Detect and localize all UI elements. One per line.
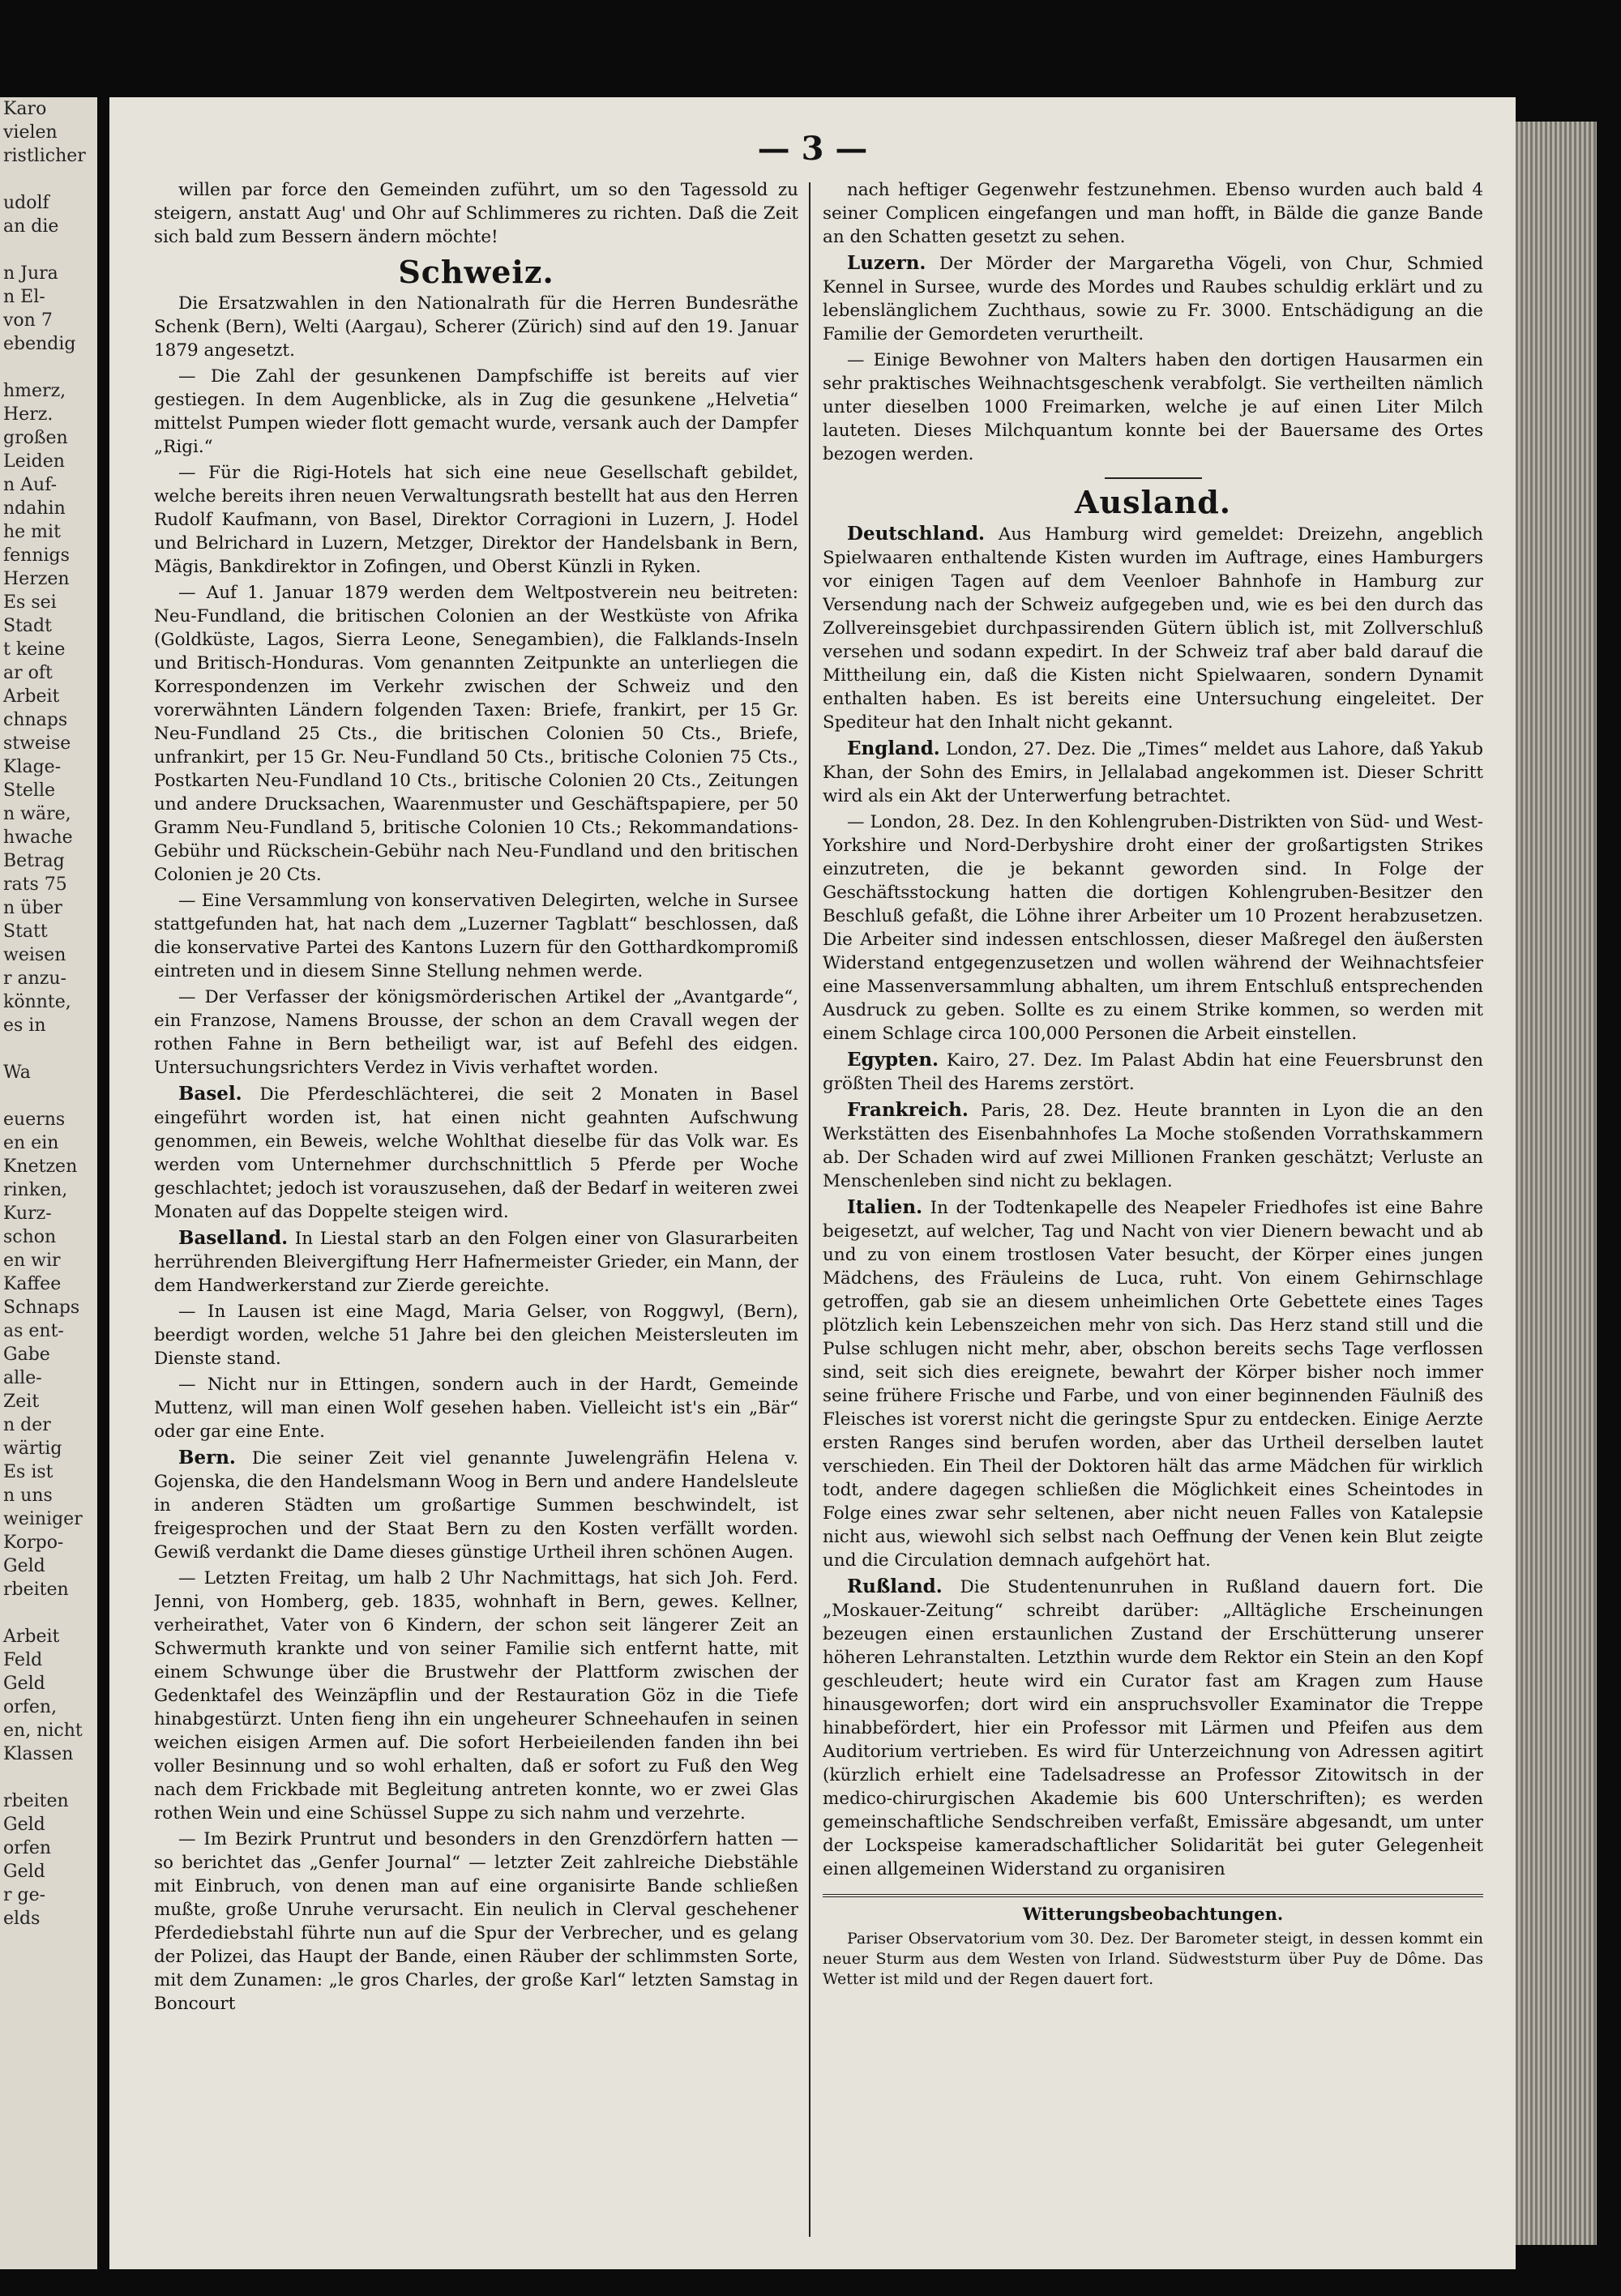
fragment-line: Klage- xyxy=(3,757,62,777)
paragraph: — Der Verfasser der königsmörderischen Artikel der „Avantgarde“, ein Franzose, Namens Brousse, der schon an dem Cravall wegen der rothen Fahne in Bern betheiligt war, ist auf Befehl des eidgen. Untersuchungsrichters Verdez in Vivis verhaftet worden. xyxy=(154,987,798,1078)
fragment-line: Wa xyxy=(3,1062,31,1083)
england-more xyxy=(823,810,1483,1045)
fragment-line: t keine xyxy=(3,639,66,660)
fragment-line: ndahin xyxy=(3,498,66,519)
weather-text: Pariser Observatorium vom 30. Dez. Der Barometer steigt, in dessen kommt ein neuer Sturm aus dem Westen von Irland. Südweststurm über Puy de Dôme. Das Wetter ist mild und der Regen dauert fort. xyxy=(823,1930,1483,1988)
fragment-line: n Auf- xyxy=(3,475,58,495)
fragment-line: en ein xyxy=(3,1133,59,1153)
fragment-line: en wir xyxy=(3,1251,61,1271)
left-column xyxy=(154,178,798,2245)
fragment-line: Es sei xyxy=(3,592,57,613)
paragraph: — Einige Bewohner von Malters haben den dortigen Hausarmen ein sehr praktisches Weihnachtsgeschenk verabfolgt. Sie vertheilten nämlich unter dieselben 1000 Freimarken, welche je auf einen Liter Milch lauteten. Dieses Milchquantum konnte bei der Bauersame des Ortes bezogen werden. xyxy=(823,350,1483,464)
basel-article xyxy=(154,1082,798,1224)
fragment-line: as ent- xyxy=(3,1321,64,1341)
fragment-line: Zeit xyxy=(3,1392,40,1412)
fragment-line: rbeiten xyxy=(3,1791,69,1811)
fragment-line: Schnaps xyxy=(3,1298,80,1318)
paragraph: — Die Zahl der gesunkenen Dampfschiffe ist bereits auf vier gestiegen. In dem Augenblicke, als in Zug die gesunkene „Helvetia“ mittelst Pumpen wieder flott gemacht wurde, versank auch der Dampfer „Rigi.“ xyxy=(154,366,798,457)
fragment-line: weisen xyxy=(3,945,66,965)
fragment-line: n El- xyxy=(3,287,45,307)
fragment-line: rats 75 xyxy=(3,874,67,895)
fragment-line xyxy=(0,1601,97,1625)
egypten-text: Kairo, 27. Dez. Im Palast Abdin hat eine Feuersbrunst den größten Theil des Harems zerstört. xyxy=(823,1050,1483,1094)
fragment-line: n wäre, xyxy=(3,804,71,824)
fragment-line: rinken, xyxy=(3,1180,68,1200)
fragment-line: vielen xyxy=(3,122,58,143)
fragment-line: fennigs xyxy=(3,545,70,566)
fragment-line: hwache xyxy=(3,827,73,848)
fragment-line: Knetzen xyxy=(3,1157,78,1177)
fragment-line: großen xyxy=(3,428,68,448)
country-heading-frankreich: Frankreich. xyxy=(847,1099,969,1121)
canton-heading-baselland: Baselland. xyxy=(178,1227,289,1249)
italien-text: In der Todtenkapelle des Neapeler Friedhofes ist eine Bahre beigesetzt, auf welcher, Tag und Nacht von vier Dienern bewacht und ab und zu von einem trostlosen Vater besucht, der Körper eines jungen Mädchens, des Fräuleins de Luca, ruht. Von einem Gehirnschlage getroffen, gab sie an diesem unheimlichen Orte Gebettete eines Tages plötzlich kein Lebenszeichen mehr von sich. Das Herz stand still und die Pulse schlugen nicht mehr, aber, obschon bereits sechs Tage verflossen sind, seit sich dies ereignete, bewahrt der Körper bisher noch immer seine frühere Frische und Farbe, und von einer beginnenden Fäulniß des Fleisches ist vorerst nicht die geringste Spur zu entdecken. Einige Aerzte ersten Ranges sind berufen worden, aber das Urtheil derselben lautet verschieden. Ein Theil der Doktoren hält das arme Mädchen für wirklich todt, andere dagegen schließen die Möglichkeit eines Scheintodes in Folge eines zwar sehr seltenen, aber nicht neuen Falles von Katalepsie nicht aus, wiewohl sich selbst nach Oeffnung der Venen kein Blut zeigte und die Circulation demnach aufgehört hat. xyxy=(823,1198,1483,1571)
deutschland-article xyxy=(823,522,1483,734)
fragment-line: he mit xyxy=(3,522,61,542)
fragment-line: r anzu- xyxy=(3,968,66,989)
england-article xyxy=(823,737,1483,808)
fragment-line: Karo xyxy=(3,99,47,119)
fragment-line xyxy=(0,1766,97,1789)
fragment-line: könnte, xyxy=(3,992,71,1012)
egypten-article xyxy=(823,1048,1483,1096)
canton-heading-bern: Bern. xyxy=(178,1447,236,1469)
fragment-line: wärtig xyxy=(3,1439,62,1459)
fragment-line: euerns xyxy=(3,1110,66,1130)
fragment-line: Korpo- xyxy=(3,1533,64,1553)
fragment-line xyxy=(0,1084,97,1108)
fragment-line: hmerz, xyxy=(3,381,66,401)
fragment-line: Betrag xyxy=(3,851,65,871)
paragraph: — Eine Versammlung von konservativen Delegirten, welche in Sursee stattgefunden hat, hat nach dem „Luzerner Tagblatt“ beschlossen, daß die konservative Partei des Kantons Luzern für den Gotthardkompromiß eintreten und in diesem Sinne Stellung nehmen werde. xyxy=(154,891,798,981)
paragraph: Die Ersatzwahlen in den Nationalrath für die Herren Bundesräthe Schenk (Bern), Welti (Aargau), Scherer (Zürich) sind auf den 19. Januar 1879 angesetzt. xyxy=(154,293,798,361)
fragment-line: n uns xyxy=(3,1486,53,1506)
basel-text: Die Pferdeschlächterei, die seit 2 Monaten in Basel eingeführt worden ist, hat einen nicht geahnten Aufschwung genommen, ein Beweis, welche Wohlthat dieselbe für das Volk war. Es werden vom Unternehmer durchschnittlich 5 Pferde per Woche geschlachtet; jedoch ist vorauszusehen, daß der Bedarf in weiteren zwei Monaten auf das Doppelte steigen wird. xyxy=(154,1084,798,1222)
paragraph: willen par force den Gemeinden zuführt, um so den Tagessold zu steigern, anstatt Aug' und Ohr auf Schlimmeres zu richten. Daß die Zeit sich bald zum Bessern ändern möchte! xyxy=(154,180,798,247)
fragment-line: orfen, xyxy=(3,1697,58,1717)
fragment-line: elds xyxy=(3,1909,41,1929)
fragment-line: schon xyxy=(3,1227,57,1247)
paragraph: — Im Bezirk Pruntrut und besonders in den Grenzdörfern hatten — so berichtet das „Genfer Journal“ — letzter Zeit zahlreiche Diebstähle mit Einbruch, von denen man auf eine organisirte Bande schließen mußte, große Unruhe verursacht. Ein neulich in Clerval geschehener Pferdediebstahl führte nun auf die Spur der Verbrecher, und es gelang der Polizei, das Haupt der Bande, einen Räuber der schlimmsten Sorte, mit dem Zunamen: „le gros Charles, der große Karl“ letzten Samstag in Boncourt xyxy=(154,1829,798,2014)
section-title-ausland: Ausland. xyxy=(1075,484,1231,520)
fragment-line: Feld xyxy=(3,1650,43,1670)
fragment-line: en, nicht xyxy=(3,1721,83,1741)
frankreich-article xyxy=(823,1098,1483,1193)
paragraph: — Für die Rigi-Hotels hat sich eine neue Gesellschaft gebildet, welche bereits ihren neuen Verwaltungsrath bestellt hat aus den Herren Rudolf Kaufmann, von Basel, Direktor Corragioni in Luzern, J. Hodel und Belrichard in Luzern, Metzger, Direktor der Handelsbank in Bern, Mägis, Bankdirektor in Zofingen, und Oberst Künzli in Ryken. xyxy=(154,463,798,577)
fragment-line: udolf xyxy=(3,193,49,213)
weather-rule xyxy=(823,1894,1483,1897)
canton-heading-luzern: Luzern. xyxy=(847,252,926,274)
italien-article xyxy=(823,1195,1483,1572)
fragment-line: n über xyxy=(3,898,62,918)
column-divider xyxy=(809,182,810,2237)
fragment-line: chnaps xyxy=(3,710,68,730)
fragment-line xyxy=(0,238,97,262)
newspaper-page xyxy=(109,97,1516,2269)
fragment-line: Klassen xyxy=(3,1744,74,1764)
fragment-line: Kurz- xyxy=(3,1204,52,1224)
deutschland-text: Aus Hamburg wird gemeldet: Dreizehn, angeblich Spielwaaren enthaltende Kisten wurden im Auftrage, eines Hamburgers vor einigen Tagen auf dem Veenloer Bahnhofe in Hamburg zur Versendung nach der Schweiz aufgegeben und, wie es bei den durch das Zollvereinsgebiet durchpassirenden Gütern üblich ist, mit Zollverschluß versehen und sodann expedirt. In der Schweiz traf aber bald darauf die Mittheilung ein, daß die Kisten nicht Spielwaaren, sondern Dynamit enthalten haben. Es ist bereits eine Untersuchung eingeleitet. Der Spediteur hat den Inhalt nicht gekannt. xyxy=(823,524,1483,733)
russland-text: Die Studentenunruhen in Rußland dauern fort. Die „Moskauer-Zeitung“ schreibt darüber: „Alltägliche Erscheinungen bezeugen einen erstaunlichen Zustand der Erschütterung unserer höheren Lehranstalten. Letzthin wurde dem Rektor ein Stein an den Kopf geschleudert; heute wird ein Curator fast am Kragen zum Hause hinausgeworfen; dort wird ein anspruchsvoller Examinator die Treppe hinabbefördert, hier ein Professor mit Lärmen und Pfeifen aus dem Auditorium vertrieben. Es wird für Unterzeichnung von Adressen agitirt (kürzlich erhielt eine Tadelsadresse an Professor Zitowitsch in der medico-chirurgischen Akademie bis 600 Unterschriften); es werden gemeinschaftliche Sendschreiben verfaßt, Emissäre abgesandt, um unter der Lockspeise kameradschaftlicher Solidarität bei guter Gelegenheit einen allgemeinen Widerstand zu organisiren xyxy=(823,1577,1483,1879)
fragment-line: weiniger xyxy=(3,1509,83,1529)
fragment-line: alle- xyxy=(3,1368,42,1388)
fragment-line: n der xyxy=(3,1415,51,1435)
luzern-more xyxy=(823,348,1483,466)
fragment-line: Geld xyxy=(3,1862,45,1882)
bern-article xyxy=(154,1446,798,1564)
country-heading-egypten: Egypten. xyxy=(847,1049,939,1071)
country-heading-deutschland: Deutschland. xyxy=(847,523,986,545)
fragment-line: stweise xyxy=(3,733,71,754)
fragment-line: an die xyxy=(3,216,59,237)
country-heading-england: England. xyxy=(847,738,940,759)
fragment-line: ar oft xyxy=(3,663,53,683)
fragment-line: es in xyxy=(3,1015,46,1036)
fragment-line: Stelle xyxy=(3,780,56,801)
fragment-line: n Jura xyxy=(3,263,58,284)
paragraph: — London, 28. Dez. In den Kohlengruben-Distrikten von Süd- und West-Yorkshire und Nord-Derbyshire droht einer der großartigsten Strikes einzutreten, die je bekannt geworden sind. In Folge der Geschäftsstockung hatten die dortigen Kohlengruben-Besitzer den Beschluß gefaßt, die Löhne ihrer Arbeiter um 10 Prozent herabzusetzen. Die Arbeiter sind indessen entschlossen, dieser Maßregel den äußersten Widerstand entgegenzusetzen und wollen während der Weihnachtsfeier eine Massenversammlung abhalten, um ihrem Entschluß entsprechenden Ausdruck zu geben. Sollte es zu einem Strike kommen, so werden mit einem Schlage circa 100,000 Personen die Arbeit einstellen. xyxy=(823,812,1483,1044)
fragment-line: Geld xyxy=(3,1815,45,1835)
fragment-line xyxy=(0,1037,97,1061)
fragment-line: Leiden xyxy=(3,451,65,472)
fragment-line: Geld xyxy=(3,1556,45,1576)
paragraph: — Nicht nur in Ettingen, sondern auch in der Hardt, Gemeinde Muttenz, will man einen Wolf gesehen haben. Vielleicht ist's ein „Bär“ oder gar eine Ente. xyxy=(154,1375,798,1442)
page-number: — 3 — xyxy=(757,130,868,168)
fragment-line: Herz. xyxy=(3,404,53,425)
fragment-line: von 7 xyxy=(3,310,53,331)
fragment-line: Geld xyxy=(3,1674,45,1694)
book-edge xyxy=(1516,122,1597,2245)
baselland-more xyxy=(154,1300,798,1443)
baselland-article xyxy=(154,1226,798,1298)
fragment-line: Arbeit xyxy=(3,1627,60,1647)
section-title-schweiz: Schweiz. xyxy=(398,254,554,290)
fragment-line xyxy=(0,356,97,379)
fragment-line: Es ist xyxy=(3,1462,53,1482)
fragment-line: Statt xyxy=(3,921,48,942)
fragment-line: rbeiten xyxy=(3,1580,69,1600)
canton-heading-basel: Basel. xyxy=(178,1083,242,1105)
intro-paragraphs xyxy=(154,178,798,249)
bern-text: Die seiner Zeit viel genannte Juwelengräfin Helena v. Gojenska, die den Handelsmann Woog in Bern und andere Handelsleute in anderen Städten um großartige Summen beschwindelt, ist freigesprochen und der Staat Bern zu den Kosten verfällt worden. Gewiß verdankt die Dame dieses günstige Urtheil ihren schönen Augen. xyxy=(154,1448,798,1563)
luzern-text: Der Mörder der Margaretha Vögeli, von Chur, Schmied Kennel in Sursee, wurde des Mordes und Raubes schuldig erklärt und zu lebenslänglichem Zuchthaus, sowie zu Fr. 3000. Entschädigung an die Familie der Gemordeten verurtheilt. xyxy=(823,254,1483,344)
continued-paragraph xyxy=(823,178,1483,249)
fragment-line: Stadt xyxy=(3,616,52,636)
fragment-line: ristlicher xyxy=(3,146,86,166)
fragment-line: r ge- xyxy=(3,1885,46,1905)
baselland-text: In Liestal starb an den Folgen einer von Glasurarbeiten herrührenden Bleivergiftung Herr Hafnermeister Grieder, ein Mann, der dem Handwerkerstand zur Zierde gereichte. xyxy=(154,1229,798,1296)
fragment-line: Kaffee xyxy=(3,1274,62,1294)
fragment-line: Herzen xyxy=(3,569,70,589)
luzern-article xyxy=(823,251,1483,346)
right-column xyxy=(823,178,1483,2245)
fragment-line: Gabe xyxy=(3,1345,50,1365)
paragraph: — Letzten Freitag, um halb 2 Uhr Nachmittags, hat sich Joh. Ferd. Jenni, von Homberg, geb. 1835, wohnhaft in Bern, gewes. Kellner, verheirathet, Vater von 6 Kindern, der schon seit längerer Zeit an Schwermuth krankte und von seiner Familie sich entfernt hatte, mit einem Schwunge über die Brustwehr der Plattform zwischen der Gedenktafel des Weinzäpflin und der Restauration Göz in die Tiefe hinabgestürzt. Unten fieng ihn ein ungeheurer Schneehaufen in seinen weichen eisigen Armen auf. Die sofort Herbeieilenden fanden ihn bei voller Besinnung und so wohl erhalten, daß er sofort zu Fuß den Weg nach dem Frickbade mit Begleitung antreten konnte, wo er zwei Glas rothen Wein und eine Schüssel Suppe zu sich nahm und verzehrte. xyxy=(154,1568,798,1824)
paragraph: — Auf 1. Januar 1879 werden dem Weltpostverein neu beitreten: Neu-Fundland, die britischen Colonien an der Westküste von Afrika (Goldküste, Lagos, Sierra Leone, Senegambien), die Falklands-Inseln und Britisch-Honduras. Vom genannten Zeitpunkte an unterliegen die Korrespondenzen im Verkehr zwischen der Schweiz und den vorerwähnten Ländern folgenden Taxen: Briefe, frankirt, per 15 Gr. Neu-Fundland 25 Cts., die britischen Colonien 50 Cts., Briefe, unfrankirt, per 15 Gr. Neu-Fundland 50 Cts., britische Colonien 75 Cts., Postkarten Neu-Fundland 10 Cts., britische Colonien 20 Cts., Zeitungen und andere Drucksachen, Waarenmuster und Geschäftspapiere, per 50 Gramm Neu-Fundland 5, britische Colonien 10 Cts.; Rekommandations-Gebühr und Rückschein-Gebühr nach Neu-Fundland und den britischen Colonien je 20 Cts. xyxy=(154,583,798,885)
schweiz-paragraphs xyxy=(154,292,798,1080)
fragment-line: Arbeit xyxy=(3,686,60,707)
country-heading-russland: Rußland. xyxy=(847,1576,943,1597)
fragment-line: orfen xyxy=(3,1838,52,1858)
weather-title: Witterungsbeobachtungen. xyxy=(1022,1904,1284,1924)
country-heading-italien: Italien. xyxy=(847,1196,923,1218)
paragraph: — In Lausen ist eine Magd, Maria Gelser, von Roggwyl, (Bern), beerdigt worden, welche 51 Jahre bei den gleichen Meistersleuten im Dienste stand. xyxy=(154,1302,798,1369)
bern-more xyxy=(154,1567,798,2016)
adjacent-page-fragment xyxy=(0,97,97,2269)
frankreich-text: Paris, 28. Dez. Heute brannten in Lyon die an den Werkstätten des Eisenbahnhofes La Moche stoßenden Vorrathskammern ab. Der Schaden wird auf zwei Millionen Franken geschätzt; Verluste an Menschenleben sind nicht zu beklagen. xyxy=(823,1101,1483,1191)
england-text: London, 27. Dez. Die „Times“ meldet aus Lahore, daß Yakub Khan, der Sohn des Emirs, in Jellalabad angekommen ist. Dieser Schritt wird als ein Akt der Unterwerfung betrachtet. xyxy=(823,739,1483,806)
russland-article xyxy=(823,1575,1483,1881)
fragment-line xyxy=(0,168,97,191)
section-rule xyxy=(1105,477,1202,479)
fragment-line: ebendig xyxy=(3,334,76,354)
paragraph: nach heftiger Gegenwehr festzunehmen. Ebenso wurden auch bald 4 seiner Complicen eingefangen und man hofft, in Bälde die ganze Bande an den Schatten gesetzt zu sehen. xyxy=(823,180,1483,247)
